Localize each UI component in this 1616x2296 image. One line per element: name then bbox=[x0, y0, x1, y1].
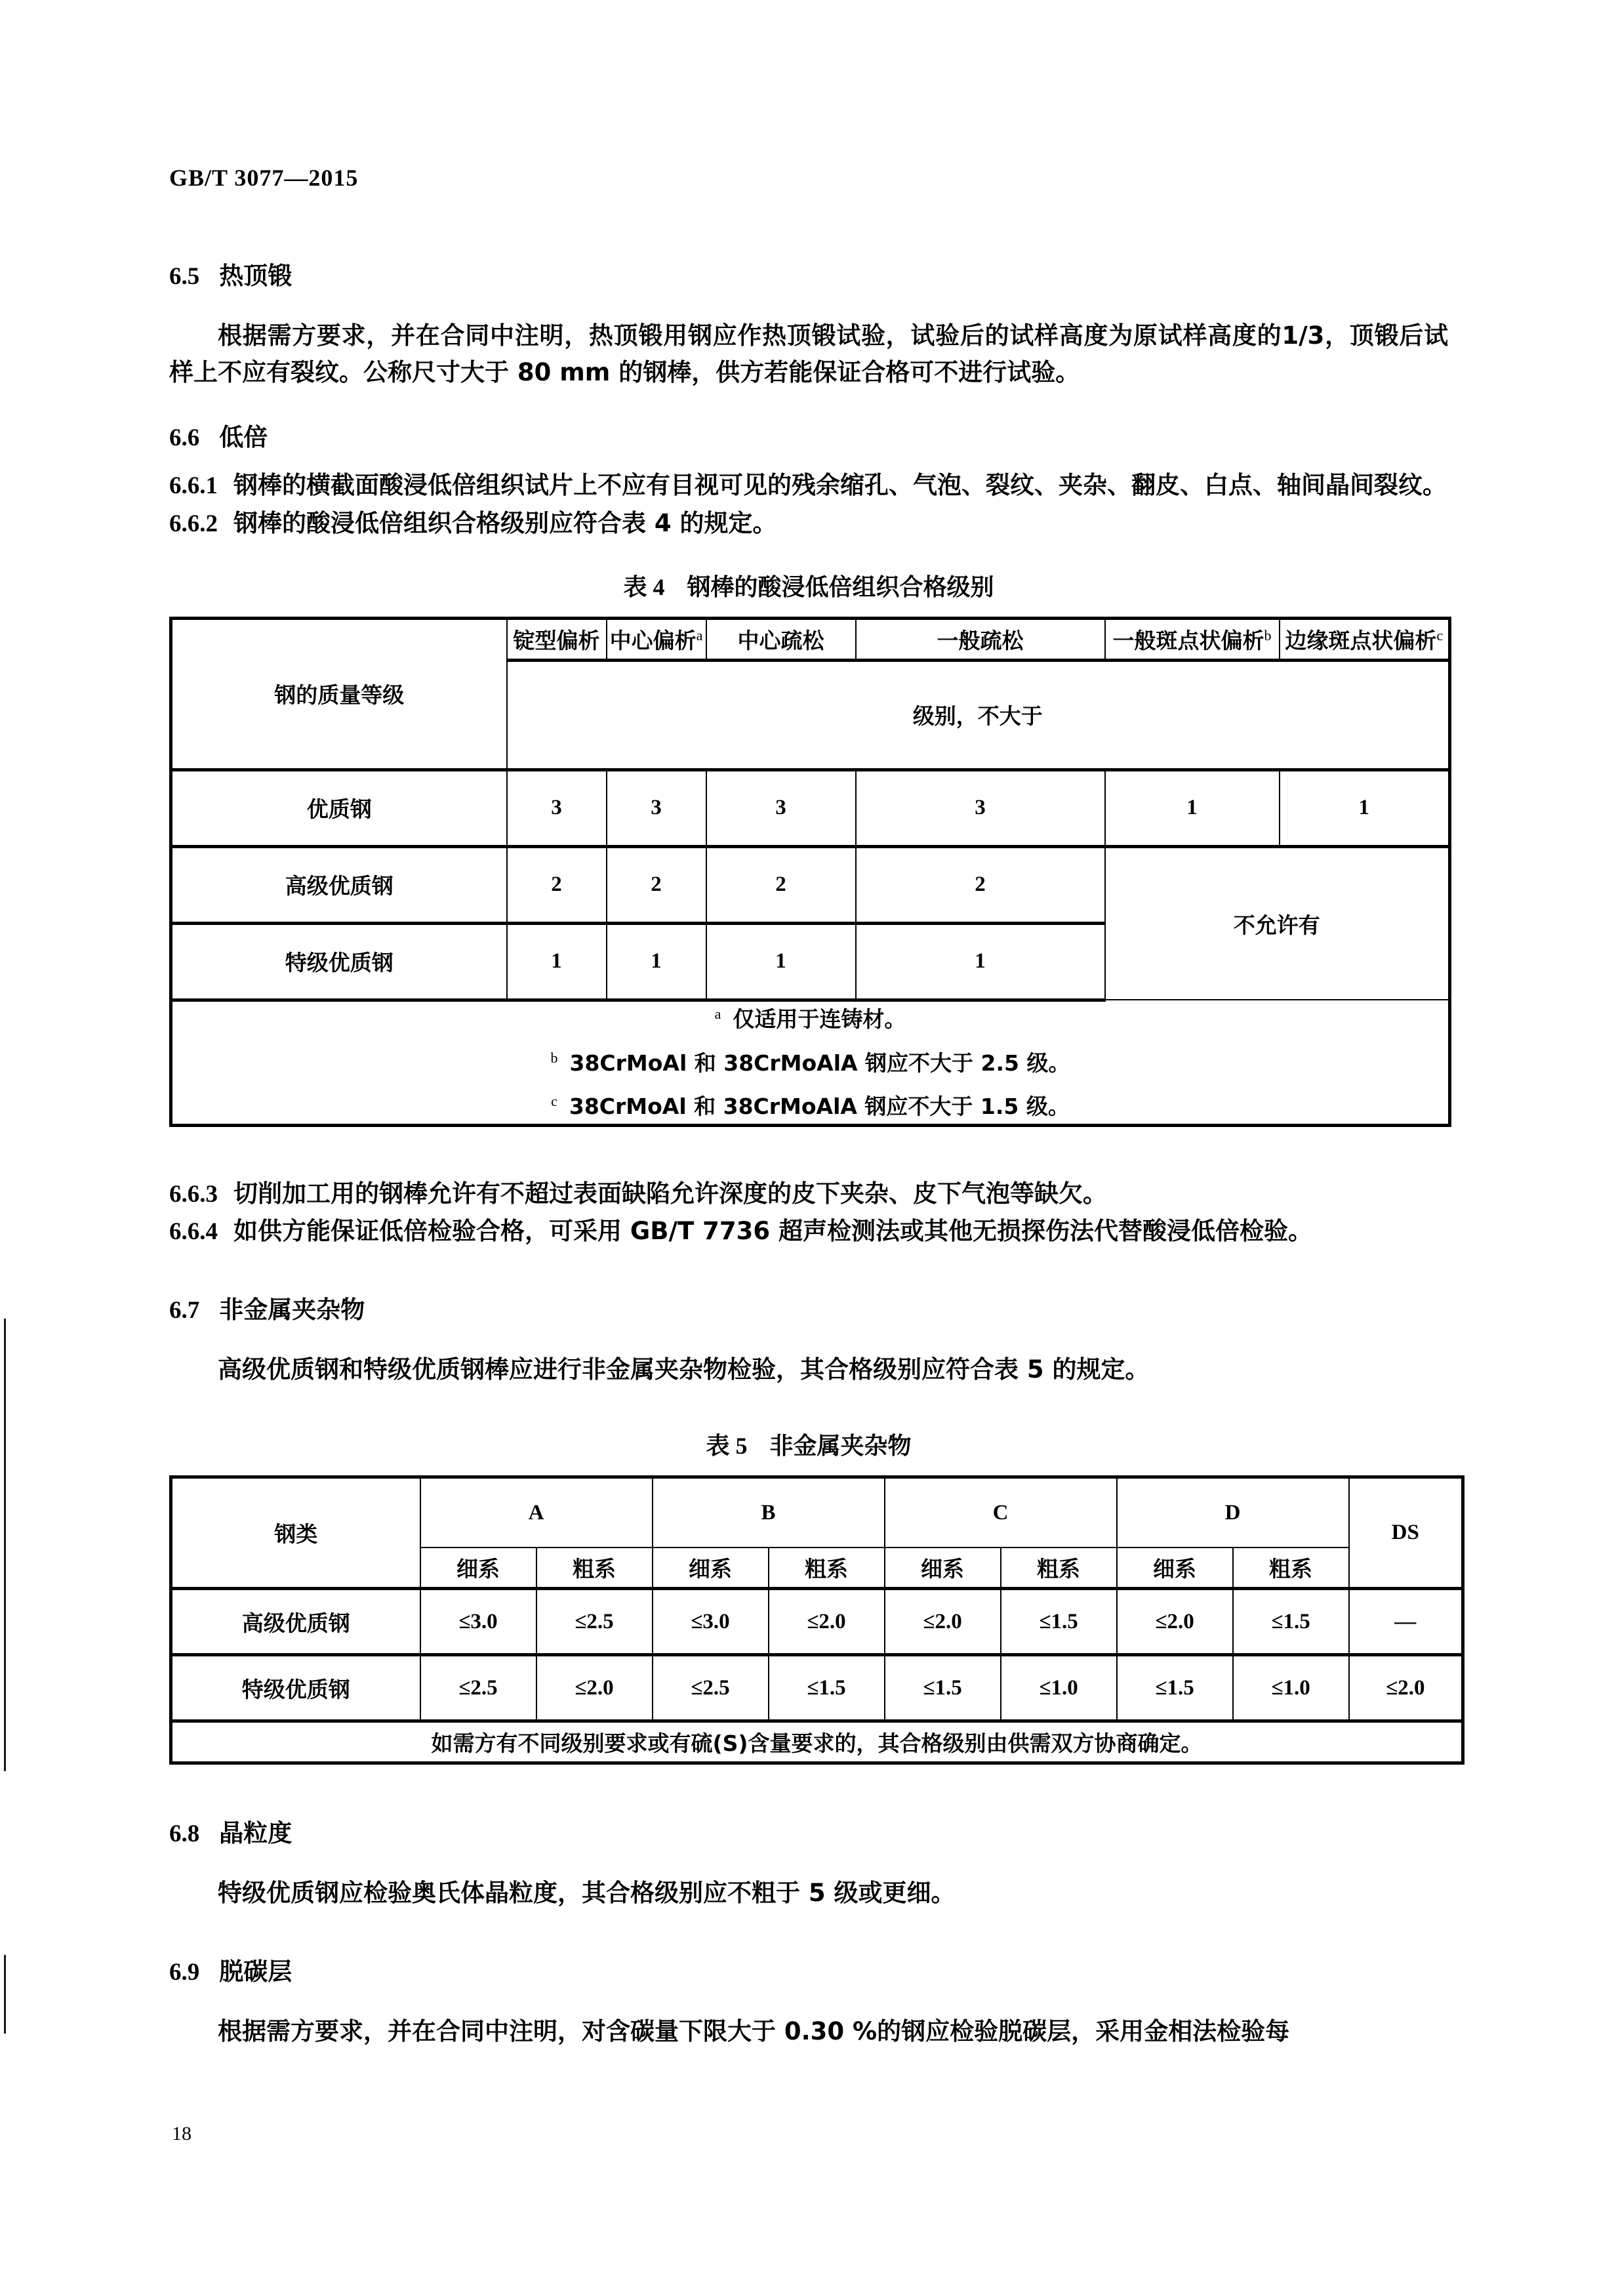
binding-margin-mark-lower bbox=[4, 1955, 6, 2034]
table-5-group-header-row bbox=[171, 1477, 1463, 1548]
clause-title-6-8: 晶粒度 bbox=[219, 1819, 293, 1848]
table-5-cell-0-5: ≤1.5 bbox=[1001, 1589, 1117, 1655]
subclause-number-6-6-2: 6.6.2 bbox=[169, 510, 218, 537]
table-4 bbox=[169, 617, 1451, 1127]
table-5-title: 非金属夹杂物 bbox=[769, 1433, 912, 1460]
paragraph-6-8: 特级优质钢应检验奥氏体晶粒度，其合格级别应不粗于 5 级或更细。 bbox=[218, 1879, 956, 1908]
subclause-number-6-6-3: 6.6.3 bbox=[169, 1180, 218, 1208]
table-4-col-header-0: 锭型偏析 bbox=[507, 618, 607, 660]
table-5-cell-0-ds: — bbox=[1349, 1589, 1463, 1655]
subclause-text-6-6-3: 切削加工用的钢棒允许有不超过表面缺陷允许深度的皮下夹杂、皮下气泡等缺欠。 bbox=[233, 1179, 1107, 1208]
clause-number-6-9: 6.9 bbox=[169, 1958, 200, 1986]
clause-number-6-5: 6.5 bbox=[169, 263, 200, 290]
table-5-sub-header-2: 细系 bbox=[653, 1548, 769, 1589]
table-5-sub-header-1: 粗系 bbox=[536, 1548, 653, 1589]
table-4-cell-0-1: 3 bbox=[607, 769, 706, 846]
table-5-cell-1-3: ≤1.5 bbox=[769, 1655, 885, 1721]
binding-margin-mark bbox=[4, 1319, 6, 1771]
subclause-text-6-6-4: 如供方能保证低倍检验合格，可采用 GB/T 7736 超声检测法或其他无损探伤法代替酸浸低倍检验。 bbox=[233, 1216, 1312, 1245]
subclause-text-6-6-2: 钢棒的酸浸低倍组织合格级别应符合表 4 的规定。 bbox=[233, 508, 777, 537]
table-5-cell-0-4: ≤2.0 bbox=[885, 1589, 1001, 1655]
table-5-note: 如需方有不同级别要求或有硫(S)含量要求的，其合格级别由供需双方协商确定。 bbox=[171, 1721, 1463, 1763]
table-4-cell-0-0: 3 bbox=[507, 769, 607, 846]
clause-number-6-7: 6.7 bbox=[169, 1297, 200, 1324]
table-4-col-header-5: 边缘斑点状偏析$^c$ bbox=[1280, 618, 1450, 660]
table-row bbox=[171, 1589, 1463, 1655]
table-5-group-header-ds: DS bbox=[1349, 1477, 1463, 1589]
clause-heading-6-5 bbox=[169, 256, 1448, 291]
table-4-footnote-a: $^a$ 仅适用于连铸材。 bbox=[714, 1005, 906, 1032]
table-5-sub-header-3: 粗系 bbox=[769, 1548, 885, 1589]
table-5-grade-1: 特级优质钢 bbox=[171, 1655, 420, 1721]
table-4-cell-2-0: 1 bbox=[507, 923, 607, 1000]
table-5-group-header-b: B bbox=[653, 1477, 885, 1548]
subclause-6-6-4 bbox=[169, 1213, 1448, 1250]
subclause-number-6-6-4: 6.6.4 bbox=[169, 1218, 218, 1245]
table-4-cell-1-1: 2 bbox=[607, 846, 706, 923]
table-5-cell-1-1: ≤2.0 bbox=[536, 1655, 653, 1721]
table-row bbox=[171, 846, 1450, 923]
table-5-row-header-label: 钢类 bbox=[171, 1477, 420, 1589]
table-4-col-header-4: 一般斑点状偏析$^b$ bbox=[1105, 618, 1280, 660]
table-4-header-row bbox=[171, 618, 1450, 660]
table-4-row-header-label: 钢的质量等级 bbox=[171, 618, 507, 769]
standard-code-header: GB/T 3077—2015 bbox=[169, 165, 359, 191]
table-5-cell-1-6: ≤1.5 bbox=[1117, 1655, 1233, 1721]
table-5-caption bbox=[169, 1427, 1448, 1461]
paragraph-6-7: 高级优质钢和特级优质钢棒应进行非金属夹杂物检验，其合格级别应符合表 5 的规定。 bbox=[218, 1355, 1150, 1384]
table-5-cell-0-7: ≤1.5 bbox=[1233, 1589, 1349, 1655]
table-4-span-header: 级别，不大于 bbox=[507, 660, 1450, 769]
table-row bbox=[171, 1655, 1463, 1721]
table-4-footnote-c: $^c$ 38CrMoAl 和 38CrMoAlA 钢应不大于 1.5 级。 bbox=[551, 1093, 1070, 1120]
table-5-group-header-a: A bbox=[420, 1477, 653, 1548]
clause-number-6-8: 6.8 bbox=[169, 1820, 200, 1848]
table-5-cell-0-1: ≤2.5 bbox=[536, 1589, 653, 1655]
table-4-cell-1-0: 2 bbox=[507, 846, 607, 923]
clause-heading-6-7 bbox=[169, 1290, 1448, 1325]
table-4-cell-0-3: 3 bbox=[856, 769, 1105, 846]
table-5-cell-1-5: ≤1.0 bbox=[1001, 1655, 1117, 1721]
table-4-cell-1-3: 2 bbox=[856, 846, 1105, 923]
table-4-col-header-1: 中心偏析$^a$ bbox=[607, 618, 706, 660]
table-5-cell-1-2: ≤2.5 bbox=[653, 1655, 769, 1721]
table-5-number: 表 5 bbox=[706, 1433, 748, 1460]
table-4-grade-1: 高级优质钢 bbox=[171, 846, 507, 923]
clause-title-6-9: 脱碳层 bbox=[219, 1957, 293, 1986]
table-5 bbox=[169, 1475, 1465, 1765]
table-4-cell-2-3: 1 bbox=[856, 923, 1105, 1000]
table-4-cell-0-4: 1 bbox=[1105, 769, 1280, 846]
subclause-text-6-6-1: 钢棒的横截面酸浸低倍组织试片上不应有目视可见的残余缩孔、气泡、裂纹、夹杂、翻皮、白点、轴间晶间裂纹。 bbox=[233, 471, 1447, 500]
table-4-footnotes-row bbox=[171, 1000, 1450, 1125]
table-4-col-header-2: 中心疏松 bbox=[706, 618, 856, 660]
table-4-grade-2: 特级优质钢 bbox=[171, 923, 507, 1000]
table-5-cell-0-2: ≤3.0 bbox=[653, 1589, 769, 1655]
page-number: 18 bbox=[172, 2123, 192, 2144]
table-4-title: 钢棒的酸浸低倍组织合格级别 bbox=[687, 573, 994, 601]
table-5-grade-0: 高级优质钢 bbox=[171, 1589, 420, 1655]
table-5-sub-header-0: 细系 bbox=[420, 1548, 536, 1589]
table-4-cell-2-2: 1 bbox=[706, 923, 856, 1000]
table-5-sub-header-5: 粗系 bbox=[1001, 1548, 1117, 1589]
subclause-6-6-3 bbox=[169, 1176, 1448, 1213]
table-5-group-header-c: C bbox=[885, 1477, 1117, 1548]
clause-title-6-5: 热顶锻 bbox=[219, 262, 293, 290]
table-5-cell-1-4: ≤1.5 bbox=[885, 1655, 1001, 1721]
table-5-cell-0-0: ≤3.0 bbox=[420, 1589, 536, 1655]
subclause-6-6-1 bbox=[169, 467, 1448, 504]
subclause-number-6-6-1: 6.6.1 bbox=[169, 472, 218, 500]
subclause-6-6-2 bbox=[169, 505, 1448, 543]
table-4-cell-0-5: 1 bbox=[1280, 769, 1450, 846]
table-4-not-allowed-cell: 不允许有 bbox=[1105, 846, 1450, 1000]
paragraph-6-9: 根据需方要求，并在合同中注明，对含碳量下限大于 0.30 %的钢应检验脱碳层，采用金相法检验每 bbox=[218, 2017, 1290, 2045]
table-4-footnote-b: $^b$ 38CrMoAl 和 38CrMoAlA 钢应不大于 2.5 级。 bbox=[550, 1049, 1070, 1076]
table-4-grade-0: 优质钢 bbox=[171, 769, 507, 846]
table-5-cell-0-3: ≤2.0 bbox=[769, 1589, 885, 1655]
clause-heading-6-6 bbox=[169, 417, 1448, 453]
table-5-sub-header-6: 细系 bbox=[1117, 1548, 1233, 1589]
table-5-cell-0-6: ≤2.0 bbox=[1117, 1589, 1233, 1655]
document-body bbox=[169, 256, 1448, 2050]
paragraph-6-5: 根据需方要求，并在合同中注明，热顶锻用钢应作热顶锻试验，试验后的试样高度为原试样高度的1/3，顶锻后试样上不应有裂纹。公称尺寸大于 80 mm 的钢棒，供方若能保证合格可不进行试验。 bbox=[169, 321, 1448, 387]
table-5-sub-header-7: 粗系 bbox=[1233, 1548, 1349, 1589]
table-5-note-row bbox=[171, 1721, 1463, 1763]
clause-heading-6-8 bbox=[169, 1813, 1448, 1849]
table-5-cell-1-ds: ≤2.0 bbox=[1349, 1655, 1463, 1721]
table-row bbox=[171, 769, 1450, 846]
clause-number-6-6: 6.6 bbox=[169, 424, 200, 452]
clause-heading-6-9 bbox=[169, 1952, 1448, 1987]
table-5-cell-1-7: ≤1.0 bbox=[1233, 1655, 1349, 1721]
clause-title-6-6: 低倍 bbox=[219, 423, 268, 452]
table-5-group-header-d: D bbox=[1117, 1477, 1349, 1548]
table-4-cell-2-1: 1 bbox=[607, 923, 706, 1000]
table-4-caption bbox=[169, 569, 1448, 602]
table-4-cell-1-2: 2 bbox=[706, 846, 856, 923]
clause-title-6-7: 非金属夹杂物 bbox=[219, 1296, 365, 1324]
table-4-number: 表 4 bbox=[623, 573, 665, 600]
table-5-cell-1-0: ≤2.5 bbox=[420, 1655, 536, 1721]
table-4-footnotes bbox=[171, 1000, 1450, 1125]
table-4-col-header-3: 一般疏松 bbox=[856, 618, 1105, 660]
table-4-cell-0-2: 3 bbox=[706, 769, 856, 846]
table-5-sub-header-4: 细系 bbox=[885, 1548, 1001, 1589]
